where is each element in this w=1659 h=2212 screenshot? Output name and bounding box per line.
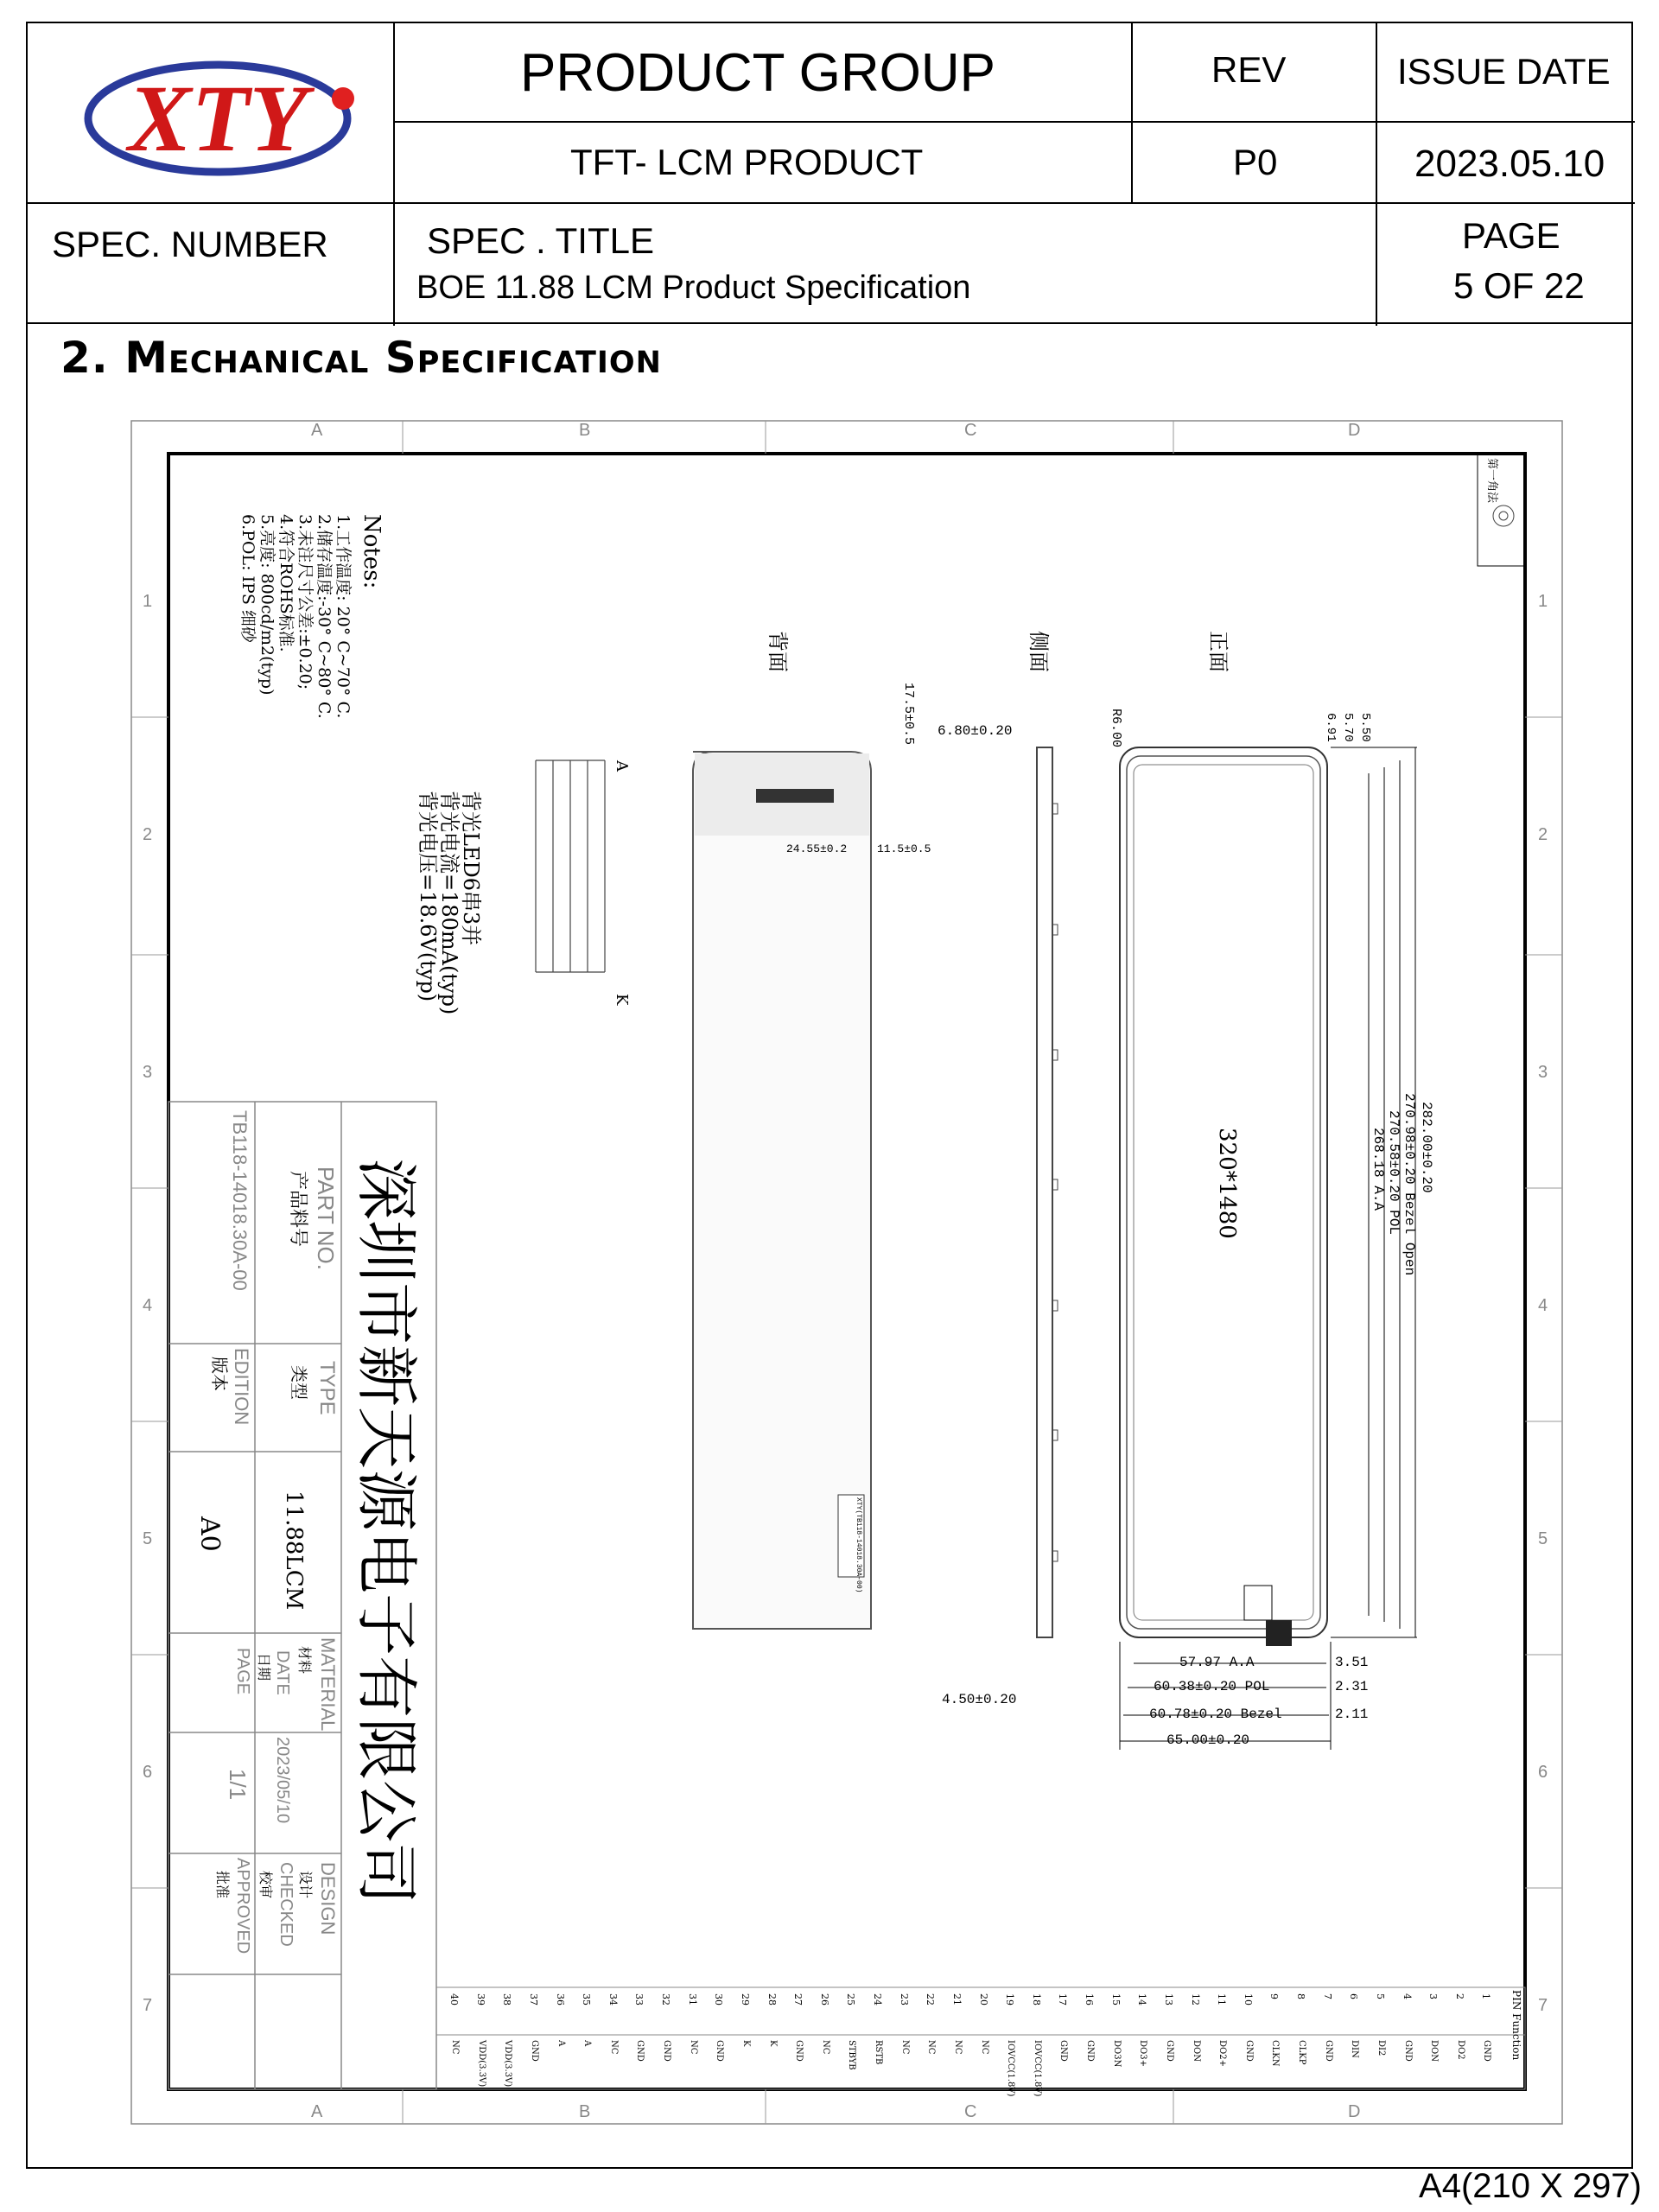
grid-number-3-right: 3 [1538,1063,1548,1082]
grid-letter-d-bottom: D [1348,2102,1361,2121]
pin-number: 5 [1374,1993,1386,1999]
pin-number: 2 [1453,1993,1465,1999]
pin-function: DO2 [1455,2040,1465,2060]
material-cn: 材料 [296,1646,313,1675]
pin-function: K [741,2040,751,2047]
pin-function: DON [1429,2040,1440,2062]
grid-number-6: 6 [143,1763,153,1782]
pin-function: GND [715,2040,725,2062]
grid-number-2: 2 [143,825,153,844]
page-size-footer: A4(210 X 297) [1419,2167,1642,2205]
pin-function: IOVCC(1.8V) [1032,2040,1042,2097]
pin-number: 18 [1030,1993,1042,2005]
dim-3-51: 3.51 [1335,1655,1369,1670]
pin-function: DIN [1350,2040,1360,2058]
mechanical-drawing [130,419,1564,2126]
part-no-value: TB118-14018.30A-00 [229,1110,251,1291]
pin-number: 27 [792,1993,804,2005]
pin-function: GND [1243,2040,1254,2062]
grid-letter-a-bottom: A [311,2102,323,2121]
pin-number: 10 [1242,1993,1254,2005]
grid-number-3: 3 [143,1063,153,1082]
pin-function: GND [1482,2040,1492,2062]
pin-function: GND [662,2040,671,2062]
pin-function: GND [794,2040,804,2062]
pin-number: 1 [1480,1993,1492,1999]
pin-function: NC [952,2040,963,2055]
pin-function: GND [1164,2040,1174,2062]
edition-cn: 版本 [209,1357,230,1391]
dim-65: 65.00±0.20 [1166,1732,1250,1748]
pin-function: DO3N [1111,2040,1122,2068]
pin-number: 30 [713,1993,725,2005]
pin-number: 37 [527,1993,539,2005]
part-no-cn: 产品料号 [287,1171,308,1248]
view-back-label: 背面 [766,631,790,672]
dim-282: 282.00±0.20 [1419,1102,1434,1193]
pin-function: IOVCC(1.8V) [1006,2040,1016,2097]
pin-function: STBYB [847,2040,857,2070]
pin-function: NC [820,2040,830,2055]
pin-number: 39 [474,1993,486,2005]
grid-number-1-right: 1 [1538,592,1548,611]
type-value: 11.88LCM [281,1491,307,1611]
tb-page-value: 1/1 [225,1769,251,1801]
pin-number: 40 [448,1993,460,2005]
pin-function: CLKN [1270,2040,1281,2067]
company-name: 深圳市新天源电子有限公司 [350,1158,423,1905]
logo-text: XTY [128,66,308,171]
dim-4-50: 4.50±0.20 [942,1692,1017,1707]
resolution-label: 320*1480 [1214,1128,1240,1239]
pin-number: 15 [1109,1993,1122,2005]
grid-number-2-right: 2 [1538,825,1548,844]
pin-function: GND [1058,2040,1069,2062]
pin-number: 12 [1189,1993,1201,2005]
pin-function: NC [979,2040,989,2055]
type-label: TYPE [315,1361,339,1415]
pin-number: 29 [739,1993,751,2005]
grid-letter-b-bottom: B [579,2102,591,2121]
pin-number: 11 [1216,1993,1228,2005]
pin-number: 22 [925,1993,937,2005]
part-no-label: PART NO. [313,1166,339,1270]
pin-function: A [582,2040,593,2047]
dim-57-97: 57.97 A.A [1179,1655,1255,1670]
company-logo [79,54,356,183]
grid-letter-b: B [579,421,591,440]
date-value: 2023/05/10 [273,1737,292,1824]
pin-number: 14 [1136,1993,1148,2005]
grid-letter-c-bottom: C [964,2102,977,2121]
issue-date-label: ISSUE DATE [1397,51,1611,92]
checked-cn: 校审 [257,1871,274,1899]
issue-date-value: 2023.05.10 [1414,143,1605,185]
pin-number: 20 [977,1993,989,2005]
note-5: 5.亮度: 800cd/m2(typ) [257,514,276,696]
pin-number: 21 [950,1993,963,2005]
pin-function: GND [529,2040,539,2062]
spec-number-label: SPEC. NUMBER [52,224,328,264]
pin-number: 17 [1057,1993,1069,2005]
dim-60-78: 60.78±0.20 Bezel [1149,1707,1282,1722]
grid-number-4: 4 [143,1296,153,1315]
grid-number-7-right: 7 [1538,1996,1548,2015]
section-title: 2. Mechanical Specification [60,333,662,383]
pin-number: 26 [818,1993,830,2005]
backlight-anode: A [613,760,631,772]
pin-number: 35 [581,1993,593,2005]
notes-title: Notes: [359,514,385,589]
product-name: TFT- LCM PRODUCT [570,142,924,182]
note-1: 1.工作温度: 20° C~70° C. [334,514,353,719]
note-6: 6.POL: IPS 细砂 [238,514,257,643]
pin-function: CLKP [1297,2040,1306,2065]
dim-11-5: 11.5±0.5 [877,842,931,855]
pin-number: 25 [845,1993,857,2005]
pin-function: A [556,2040,566,2047]
grid-letter-a: A [311,421,323,440]
rev-value: P0 [1233,142,1278,182]
view-front-label: 正面 [1206,631,1230,672]
pin-number: 36 [554,1993,566,2005]
pin-function: K [767,2040,778,2047]
pin-number: 9 [1268,1993,1281,1999]
grid-letter-c: C [964,421,977,440]
pin-number: 38 [501,1993,513,2005]
spec-title: BOE 11.88 LCM Product Specification [416,270,971,306]
page-label: PAGE [1462,215,1560,256]
pin-number: 4 [1401,1993,1413,1999]
pin-number: 19 [1004,1993,1016,2005]
checked-label: CHECKED [276,1862,296,1947]
date-label: DATE [273,1650,292,1695]
pin-number: 31 [686,1993,698,2005]
grid-number-1: 1 [143,592,153,611]
dim-2-11: 2.11 [1335,1707,1369,1722]
pin-number: 28 [766,1993,778,2005]
pin-number: 3 [1427,1993,1440,1999]
spec-title-label: SPEC . TITLE [427,220,654,261]
pin-number: 8 [1295,1993,1306,1999]
pin-number: 16 [1084,1993,1095,2005]
pin-function: NC [608,2040,619,2055]
backlight-line-1: 背光LED6串3并 [459,791,483,946]
tb-page-label: PAGE [233,1648,252,1695]
backlight-cathode: K [613,994,631,1006]
dim-270-98: 270.98±0.20 Bezel Open [1402,1093,1417,1276]
pin-function: VDD(3.3V) [476,2040,486,2088]
note-4: 4.符合ROHS标准. [276,514,296,652]
grid-number-5: 5 [143,1529,153,1548]
material-label: MATERIAL [317,1637,339,1732]
pin-function: RSTB [874,2040,883,2065]
pin-function: DON [1191,2040,1201,2062]
pin-function: GND [1085,2040,1095,2062]
grid-number-4-right: 4 [1538,1296,1548,1315]
pin-number: 34 [607,1993,619,2005]
dim-24-55: 24.55±0.2 [786,842,848,855]
pin-table-header: PIN Function [1510,1990,1522,2061]
document-header [26,22,1633,324]
pin-function: NC [899,2040,910,2055]
projection-label: 第一角法 [1485,458,1498,504]
pin-number: 6 [1348,1993,1360,1999]
pin-function: NC [450,2040,460,2055]
pin-function: NC [926,2040,937,2055]
edition-value: A0 [194,1516,225,1552]
dim-5-50: 5.50 [1358,713,1372,742]
edition-label: EDITION [231,1348,252,1426]
note-2: 2.储存温度:-30° C~80° C. [315,514,334,719]
dim-r6: R6.00 [1109,709,1123,748]
back-label-text: XTY(TB118-14018.30A-00) [855,1497,862,1593]
dim-60-38: 60.38±0.20 POL [1154,1679,1270,1694]
date-cn: 日期 [256,1653,272,1681]
design-label: DESIGN [317,1862,339,1936]
dim-270-58: 270.58±0.20 POL [1386,1110,1402,1236]
pin-function: DO2+ [1217,2040,1228,2067]
pin-function: VDD(3.3V) [503,2040,513,2088]
approved-cn: 批准 [214,1871,231,1899]
pin-function: NC [688,2040,698,2055]
pin-function: DO3+ [1138,2040,1148,2067]
dim-6-80: 6.80±0.20 [938,723,1013,739]
pin-function: GND [1323,2040,1333,2062]
backlight-line-2: 背光电流=180mA(typ) [437,791,461,1015]
product-group-label: PRODUCT GROUP [520,43,996,103]
pin-function: GND [635,2040,645,2062]
page-value: 5 OF 22 [1453,265,1585,306]
grid-number-5-right: 5 [1538,1529,1548,1548]
pin-number: 33 [633,1993,645,2005]
dim-2-31: 2.31 [1335,1679,1369,1694]
pin-function: GND [1402,2040,1413,2062]
pin-number: 7 [1321,1993,1333,1999]
pin-number: 32 [660,1993,671,2005]
dim-268-18: 268.18 A.A [1370,1128,1386,1211]
note-3: 3.未注尺寸公差:±0.20; [296,514,315,690]
dim-5-70: 5.70 [1341,713,1355,742]
approved-label: APPROVED [233,1858,252,1955]
dim-6-91: 6.91 [1324,713,1338,742]
pin-number: 13 [1162,1993,1174,2005]
grid-number-6-right: 6 [1538,1763,1548,1782]
grid-number-7: 7 [143,1996,153,2015]
grid-letter-d: D [1348,421,1361,440]
view-side-label: 侧面 [1027,631,1051,672]
pin-function: DI2 [1376,2040,1386,2056]
rev-label: REV [1211,49,1287,90]
pin-number: 23 [898,1993,910,2005]
design-cn: 设计 [297,1871,314,1899]
backlight-line-3: 背光电压=18.6V(typ) [416,791,440,1002]
dim-17-5: 17.5±0.5 [901,683,916,746]
type-cn: 类型 [289,1365,309,1400]
pin-number: 24 [872,1993,883,2005]
